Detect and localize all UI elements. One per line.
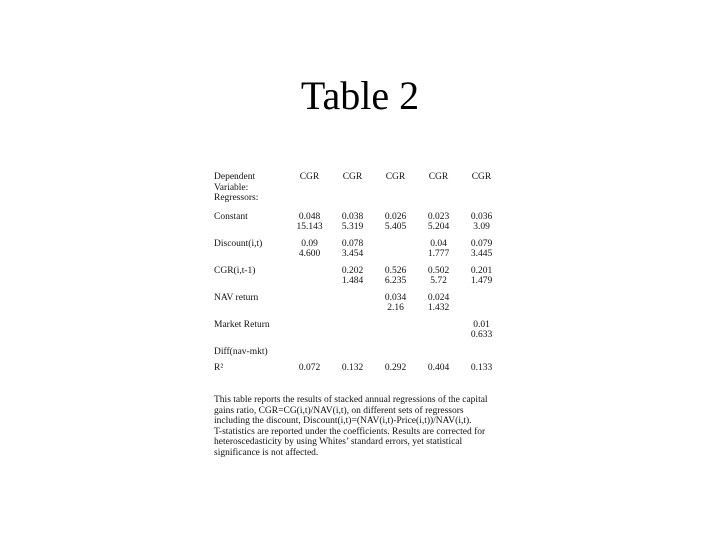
coef-cell [460,293,503,304]
coefficient-row [214,320,503,331]
tstat-row [214,303,503,320]
header-row [214,172,503,204]
header-label-line: Regressors: [214,193,259,203]
regression-table [214,172,503,374]
coef-cell [460,347,503,358]
coefficient-row [214,212,503,223]
tstat-cell [374,330,417,347]
coef-cell: 0.502 [427,265,450,276]
r-squared-row [214,363,503,374]
header-label-line: Variable: [214,182,249,193]
caption-line: This table reports the results of stacked annual regressions of the capital [214,395,488,405]
caption-line: T-statistics are reported under the coefficients. Results are corrected for [214,426,486,437]
coef-cell [417,347,460,358]
tstat-cell [331,330,374,347]
tstat-cell: 5.72 [430,276,447,286]
r-squared-cell: 0.072 [298,363,321,373]
caption-line: including the discount, Discount(i,t)=(NAV(i,t)-Price(i,t))/NAV(i,t). [214,416,472,427]
tstat-cell [288,276,331,293]
coef-cell [331,293,374,304]
tstat-cell [288,303,331,320]
column-header: CGR [471,172,492,182]
tstat-cell [460,303,503,320]
coef-cell [374,320,417,331]
slide-title: Table 2 [300,73,420,118]
tstat-cell: 1.484 [341,276,364,286]
row-label: Constant [214,211,248,222]
tstat-cell [288,330,331,347]
tstat-cell [374,249,417,266]
tstat-cell: 1.479 [470,276,493,286]
tstat-cell: 15.143 [296,222,323,232]
caption-line: significance is not affected. [214,447,319,458]
coef-cell [288,266,331,277]
coef-cell: 0.026 [384,211,407,222]
coefficient-row [214,347,503,358]
coef-cell [288,293,331,304]
tstat-row [214,276,503,293]
tstat-cell [331,303,374,320]
header-label-line: Dependent [214,172,256,182]
tstat-row [214,330,503,347]
tstat-row [214,222,503,239]
coef-cell: 0.038 [341,211,364,222]
tstat-cell: 0.633 [470,330,493,340]
header-label [214,172,288,204]
tstat-cell: 4.600 [298,249,321,259]
coef-cell [331,320,374,331]
coef-cell: 0.034 [384,292,407,303]
coef-cell: 0.079 [470,238,493,249]
coef-cell: 0.036 [470,211,493,222]
tstat-cell: 1.777 [427,249,450,259]
coef-cell: 0.201 [470,265,493,276]
coef-cell: 0.078 [341,238,364,249]
column-header: CGR [428,172,449,182]
coef-cell [331,347,374,358]
r-squared-cell: 0.404 [427,363,450,373]
caption-line: gains ratio, CGR=CG(i,t)/NAV(i,t), on different sets of regressors [214,405,464,416]
coef-cell [417,320,460,331]
row-label: CGR(i,t-1) [214,265,256,276]
coefficient-row [214,293,503,304]
tstat-cell: 5.319 [341,222,364,232]
coef-cell: 0.202 [341,265,364,276]
row-label: NAV return [214,292,259,303]
column-header: CGR [299,172,320,182]
coef-cell: 0.526 [384,265,407,276]
coef-cell: 0.023 [427,211,450,222]
coef-cell [288,320,331,331]
tstat-cell: 2.16 [387,303,404,313]
coef-cell: 0.024 [427,292,450,303]
coef-cell: 0.01 [473,319,490,330]
tstat-cell: 3.09 [473,222,490,232]
row-label: Discount(i,t) [214,238,263,249]
tstat-cell: 3.445 [470,249,493,259]
r-squared-cell: 0.133 [470,363,493,373]
r-squared-cell: 0.292 [384,363,407,373]
coefficient-row [214,266,503,277]
row-label: Market Return [214,319,270,330]
column-header: CGR [385,172,406,182]
tstat-cell: 5.405 [384,222,407,232]
table-caption [214,395,504,459]
coef-cell [288,347,331,358]
tstat-cell [417,330,460,347]
coef-cell: 0.04 [430,238,447,249]
r-squared-cell: 0.132 [341,363,364,373]
r-squared-label: R² [214,363,224,373]
column-header: CGR [342,172,363,182]
tstat-cell: 5.204 [427,222,450,232]
coef-cell: 0.09 [301,238,318,249]
tstat-row [214,249,503,266]
coefficient-row [214,239,503,250]
row-label: Diff(nav-mkt) [214,346,268,357]
coef-cell: 0.048 [298,211,321,222]
regression-table-container [214,172,504,374]
tstat-cell: 1.432 [427,303,450,313]
coef-cell [374,347,417,358]
coef-cell [374,239,417,250]
tstat-cell: 6.235 [384,276,407,286]
tstat-cell: 3.454 [341,249,364,259]
caption-line: heteroscedasticity by using Whites’ standard errors, yet statistical [214,437,463,448]
